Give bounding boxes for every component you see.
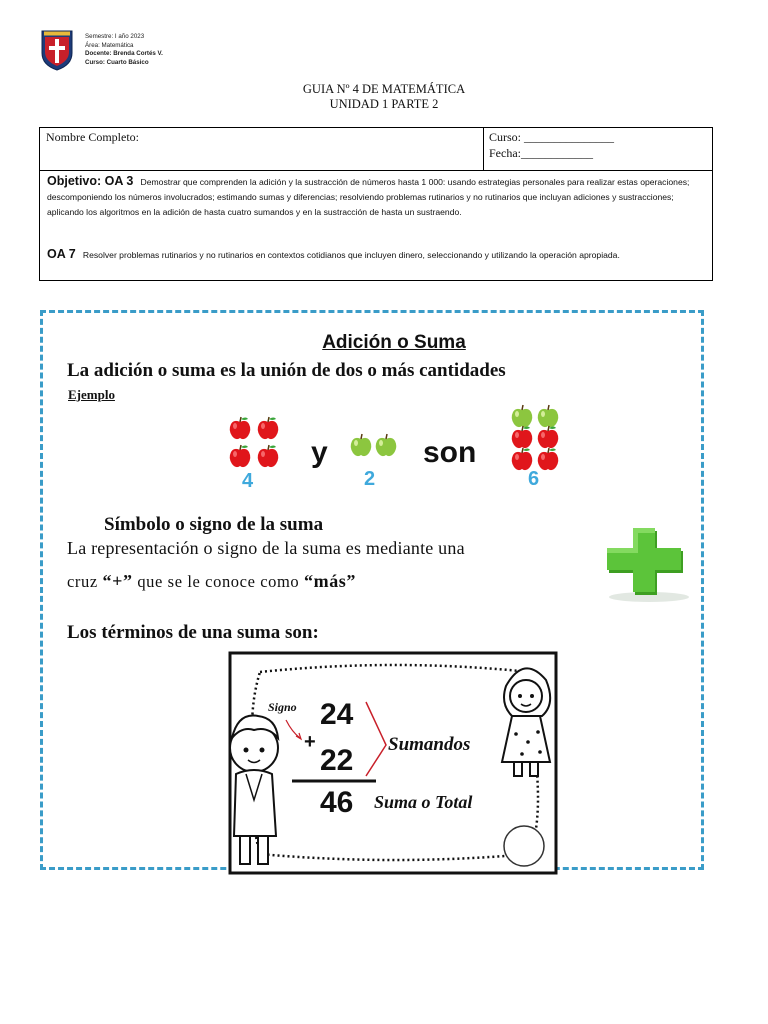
symbol-plus-quote: “+” [102, 571, 133, 591]
example-label: Ejemplo [68, 387, 115, 402]
school-crest-logo [40, 29, 74, 71]
diagram-frame-art [224, 650, 560, 876]
meta-course: Curso: Cuarto Básico [85, 58, 149, 66]
guide-title: GUIA Nº 4 DE MATEMÁTICA [302, 82, 466, 96]
course-field-label[interactable]: Curso: _______________ [489, 130, 615, 144]
addend-1: 24 [320, 698, 354, 731]
apples-two-icon [348, 432, 400, 460]
objective-oa3-label: Objetivo: OA 3 [47, 174, 134, 188]
meta-area: Área: Matemática [85, 41, 134, 49]
objectives-box [39, 170, 713, 281]
table-divider [483, 128, 484, 170]
example-word-y: y [311, 436, 328, 469]
example-number-a: 4 [242, 470, 254, 492]
example-word-son: son [423, 436, 477, 469]
clock-icon [504, 826, 544, 866]
apples-four-icon [226, 412, 286, 472]
symbol-text-mid: que se le conoce como [132, 572, 304, 591]
green-plus-icon [605, 525, 689, 603]
symbol-mas-quote: “más” [304, 571, 356, 591]
objective-oa7-text: Resolver problemas rutinarios y no rutinarios en contextos cotidianos que incluyen dinero, seleccionando y utilizando la operación apropiada. [82, 250, 620, 260]
lesson-heading: Adición o Suma [322, 332, 466, 353]
terms-heading: Los términos de una suma son: [67, 622, 319, 643]
objective-oa3-text: Demostrar que comprenden la adición y la sustracción de números hasta 1 000: usando estrategias personales para realizar estas operaciones; descomponiendo los números involucrados; estimando sumas y diferencias; resolviendo problemas rutinarios y no rutinarios que incluyan adiciones y sustracciones; aplicando los algoritmos en la adición de hasta cuatro sumandos y en la sustracción de hasta un sustraendo. [47, 177, 690, 217]
objective-oa7 [47, 247, 707, 263]
example-number-b: 2 [364, 468, 376, 490]
objective-oa3 [47, 174, 707, 220]
plus-sign: + [304, 731, 316, 753]
student-info-table [39, 127, 713, 171]
sumandos-label: Sumandos [388, 734, 471, 755]
course-meta [85, 33, 163, 67]
example-number-c: 6 [528, 468, 540, 490]
total-label: Suma o Total [374, 792, 473, 812]
symbol-text-pre: cruz [67, 572, 103, 591]
signo-label: Signo [268, 700, 297, 714]
lesson-definition: La adición o suma es la unión de dos o más cantidades [67, 360, 506, 381]
sum-terms-diagram [224, 650, 560, 876]
addend-2: 22 [320, 744, 354, 777]
meta-semester: Semestre: I año 2023 [85, 33, 145, 40]
symbol-text-line1: La representación o signo de la suma es mediante una [67, 538, 465, 558]
unit-title: UNIDAD 1 PARTE 2 [329, 97, 439, 111]
sum-result: 46 [320, 786, 354, 819]
meta-teacher: Docente: Brenda Cortés V. [85, 50, 163, 57]
symbol-heading: Símbolo o signo de la suma [104, 514, 324, 535]
objective-oa7-label: OA 7 [47, 247, 76, 261]
name-field-label[interactable]: Nombre Completo: [46, 130, 139, 144]
date-field-label[interactable]: Fecha:____________ [489, 146, 593, 160]
symbol-text-line2 [67, 571, 356, 592]
apples-six-icon [508, 402, 562, 472]
